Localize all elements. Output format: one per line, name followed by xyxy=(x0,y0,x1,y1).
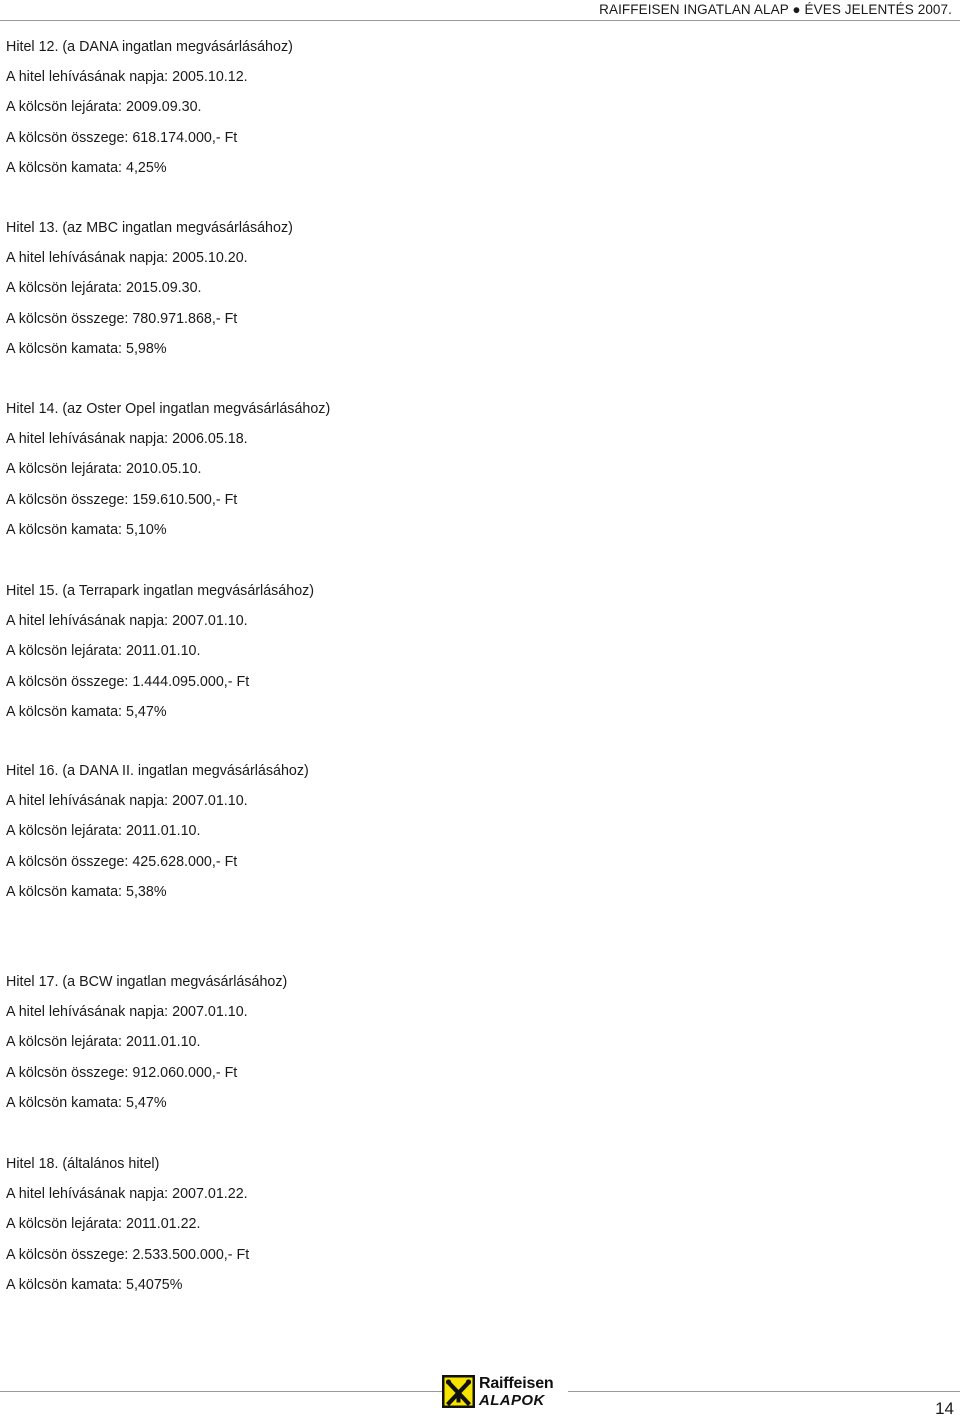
loan-block xyxy=(6,219,293,370)
logo-brand-subtitle: ALAPOK xyxy=(479,1392,545,1409)
loan-interest-rate: A kölcsön kamata: 5,47% xyxy=(6,703,167,720)
raiffeisen-gable-cross-icon xyxy=(442,1375,475,1408)
page-number: 14 xyxy=(935,1399,954,1418)
loan-block xyxy=(6,762,309,913)
loan-amount: A kölcsön összege: 2.533.500.000,- Ft xyxy=(6,1246,250,1263)
loan-title: Hitel 14. (az Oster Opel ingatlan megvásárlásához) xyxy=(6,401,331,417)
loan-maturity: A kölcsön lejárata: 2010.05.10. xyxy=(6,461,202,478)
loan-drawdown-date: A hitel lehívásának napja: 2005.10.20. xyxy=(6,250,248,267)
loan-block xyxy=(6,582,314,733)
loan-drawdown-date: A hitel lehívásának napja: 2007.01.10. xyxy=(6,793,248,810)
loan-maturity: A kölcsön lejárata: 2011.01.10. xyxy=(6,823,201,840)
loan-maturity: A kölcsön lejárata: 2011.01.22. xyxy=(6,1216,201,1233)
loan-title: Hitel 15. (a Terrapark ingatlan megvásárlásához) xyxy=(6,583,315,599)
loan-title: Hitel 13. (az MBC ingatlan megvásárlásához) xyxy=(6,220,293,236)
loan-amount: A kölcsön összege: 912.060.000,- Ft xyxy=(6,1064,238,1081)
loan-amount: A kölcsön összege: 780.971.868,- Ft xyxy=(6,310,238,327)
loan-amount: A kölcsön összege: 1.444.095.000,- Ft xyxy=(6,673,250,690)
loan-interest-rate: A kölcsön kamata: 5,10% xyxy=(6,521,167,538)
loan-title: Hitel 12. (a DANA ingatlan megvásárlásához) xyxy=(6,39,293,55)
loan-amount: A kölcsön összege: 618.174.000,- Ft xyxy=(6,129,238,146)
logo-brand-name: Raiffeisen xyxy=(479,1375,554,1392)
loan-maturity: A kölcsön lejárata: 2011.01.10. xyxy=(6,1034,201,1051)
loan-title: Hitel 16. (a DANA II. ingatlan megvásárlásához) xyxy=(6,763,309,779)
loan-block xyxy=(6,1155,249,1306)
loan-drawdown-date: A hitel lehívásának napja: 2006.05.18. xyxy=(6,431,248,448)
loan-drawdown-date: A hitel lehívásának napja: 2007.01.22. xyxy=(6,1186,248,1203)
loan-amount: A kölcsön összege: 425.628.000,- Ft xyxy=(6,853,238,870)
header-divider xyxy=(0,20,960,21)
loan-interest-rate: A kölcsön kamata: 5,47% xyxy=(6,1094,167,1111)
loan-drawdown-date: A hitel lehívásának napja: 2005.10.12. xyxy=(6,69,248,86)
loan-interest-rate: A kölcsön kamata: 5,98% xyxy=(6,340,167,357)
report-header: RAIFFEISEN INGATLAN ALAP ● ÉVES JELENTÉS 2007. xyxy=(599,2,952,17)
loan-drawdown-date: A hitel lehívásának napja: 2007.01.10. xyxy=(6,1004,248,1021)
loan-title: Hitel 18. (általános hitel) xyxy=(6,1156,160,1172)
loan-maturity: A kölcsön lejárata: 2011.01.10. xyxy=(6,643,201,660)
loan-amount: A kölcsön összege: 159.610.500,- Ft xyxy=(6,491,238,508)
loan-title: Hitel 17. (a BCW ingatlan megvásárlásához) xyxy=(6,974,288,990)
loan-maturity: A kölcsön lejárata: 2009.09.30. xyxy=(6,99,202,116)
loan-interest-rate: A kölcsön kamata: 5,4075% xyxy=(6,1276,183,1293)
loan-interest-rate: A kölcsön kamata: 4,25% xyxy=(6,159,167,176)
loan-block xyxy=(6,973,287,1124)
raiffeisen-alapok-logo xyxy=(442,1375,568,1411)
loan-interest-rate: A kölcsön kamata: 5,38% xyxy=(6,883,167,900)
loan-maturity: A kölcsön lejárata: 2015.09.30. xyxy=(6,280,202,297)
loan-block xyxy=(6,400,330,551)
loan-drawdown-date: A hitel lehívásának napja: 2007.01.10. xyxy=(6,613,248,630)
loan-block xyxy=(6,38,293,189)
